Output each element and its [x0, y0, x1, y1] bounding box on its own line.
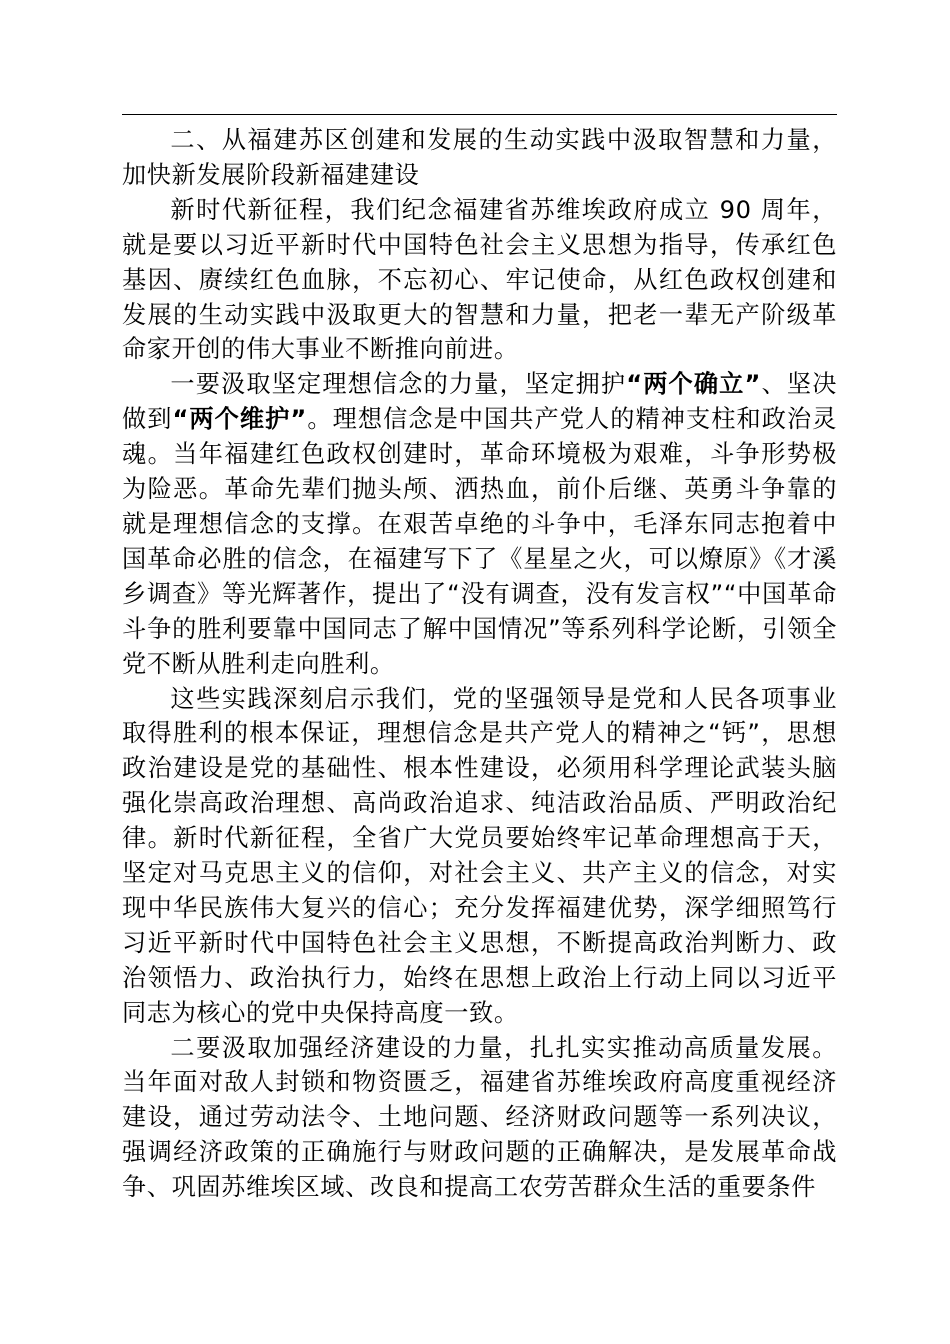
paragraph-intro: 新时代新征程，我们纪念福建省苏维埃政府成立 90 周年，就是要以习近平新时代中国特色社会主义思想为指导，传承红色基因、赓续红色血脉，不忘初心、牢记使命，从红色政权创建和发展的生动实践中汲取更大的智慧和力量，把老一辈无产阶级革命家开创的伟大事业不断推向前进。: [122, 195, 837, 364]
header-rule: [122, 114, 837, 115]
point-one-lead: 一要汲取坚定理想信念的力量，坚定拥护: [170, 370, 627, 399]
paragraph-insights: 这些实践深刻启示我们，党的坚强领导是党和人民各项事业取得胜利的根本保证，理想信念是共产党人的精神之“钙”，思想政治建设是党的基础性、根本性建设，必须用科学理论武装头脑强化崇高政治理想、高尚政治追求、纯洁政治品质、严明政治纪律。新时代新征程，全省广大党员要始终牢记革命理想高于天，坚定对马克思主义的信仰，对社会主义、共产主义的信念，对实现中华民族伟大复兴的信心；充分发挥福建优势，深学细照笃行习近平新时代中国特色社会主义思想，不断提高政治判断力、政治领悟力、政治执行力，始终在思想上政治上行动上同以习近平同志为核心的党中央保持高度一致。: [122, 684, 837, 1027]
section-heading: 二、从福建苏区创建和发展的生动实践中汲取智慧和力量，加快新发展阶段新福建建设: [122, 126, 837, 189]
document-body: [122, 123, 837, 1205]
quote-two-safeguards: “两个维护”: [172, 405, 307, 434]
paragraph-point-one: [122, 367, 837, 681]
point-one-connector: 、坚决做到: [122, 370, 837, 434]
paragraph-point-two: 二要汲取加强经济建设的力量，扎扎实实推动高质量发展。当年面对敌人封锁和物资匮乏，福建省苏维埃政府高度重视经济建设，通过劳动法令、土地问题、经济财政问题等一系列决议，强调经济政策的正确施行与财政问题的正确解决，是发展革命战争、巩固苏维埃区域、改良和提高工农劳苦群众生活的重要条件: [122, 1033, 837, 1202]
quote-two-establishments: “两个确立”: [626, 370, 762, 399]
point-one-body: 。理想信念是中国共产党人的精神支柱和政治灵魂。当年福建红色政权创建时，革命环境极为艰难，斗争形势极为险恶。革命先辈们抛头颅、洒热血，前仆后继、英勇斗争靠的就是理想信念的支撑。在艰苦卓绝的斗争中，毛泽东同志抱着中国革命必胜的信念，在福建写下了《星星之火，可以燎原》《才溪乡调查》等光辉著作，提出了“没有调查，没有发言权”“中国革命斗争的胜利要靠中国同志了解中国情况”等系列科学论断，引领全党不断从胜利走向胜利。: [122, 405, 837, 678]
